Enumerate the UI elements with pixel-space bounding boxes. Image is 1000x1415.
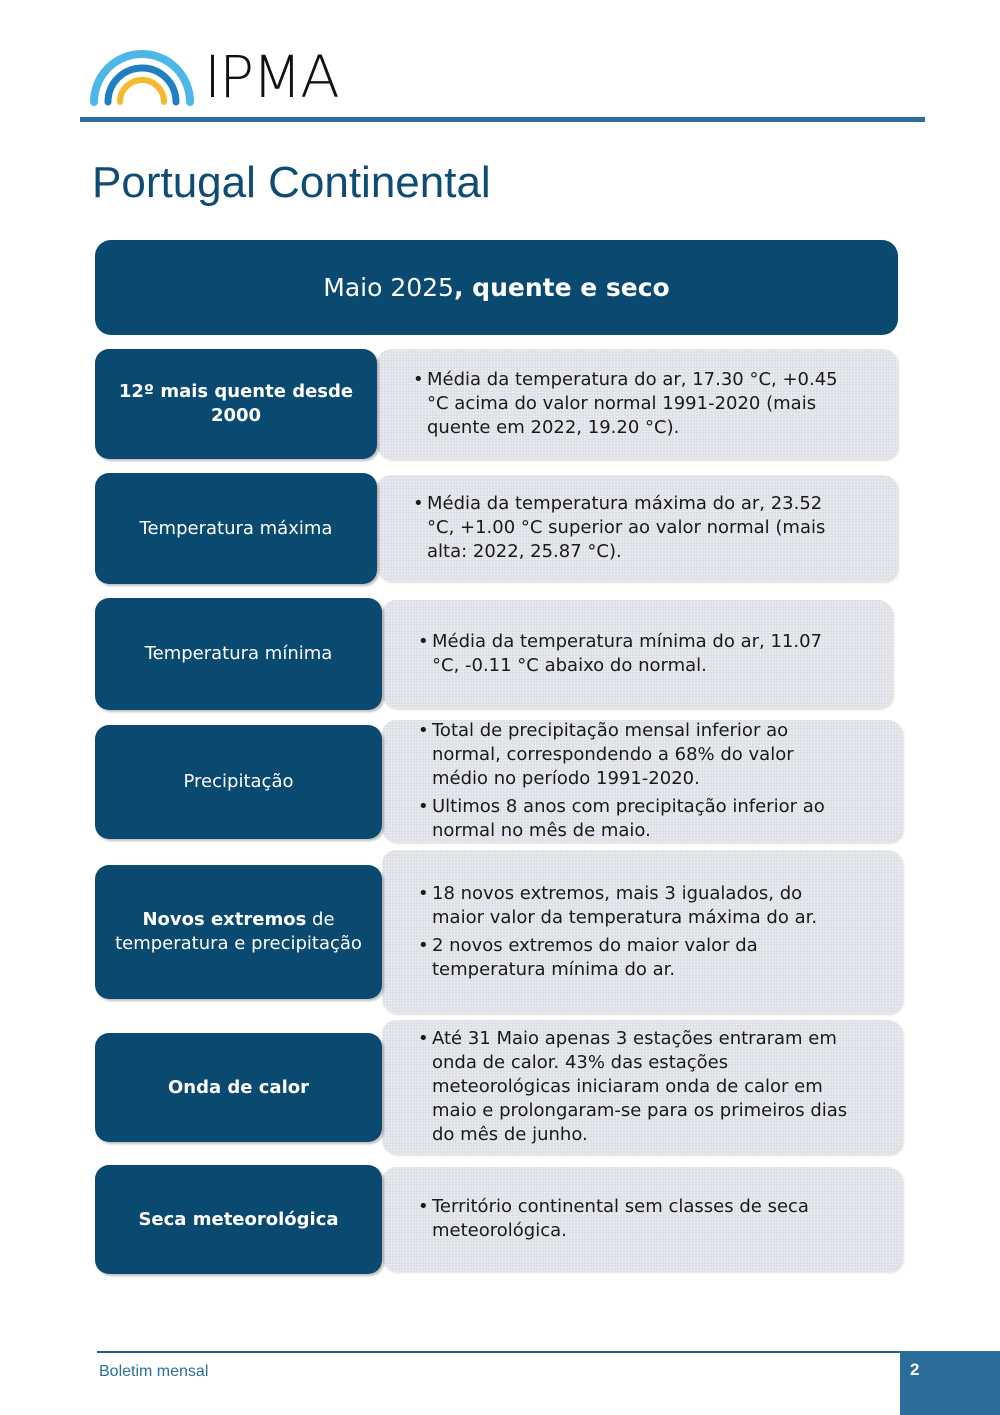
row-label-heat-wave (95, 1033, 382, 1142)
row-label-rest: de temperatura e precipitação (115, 909, 362, 954)
list-item: • 18 novos extremos, mais 3 igualados, do maior valor da temperatura máxima do ar. (418, 882, 818, 928)
page-number-box (900, 1351, 1000, 1415)
ipma-logo (88, 40, 358, 111)
row-content-min-temp (382, 600, 892, 708)
row-label-text: 12º mais quente desde 2000 (118, 381, 354, 426)
footer-divider (97, 1351, 905, 1353)
row-content-precipitation (382, 720, 902, 842)
page-title: Portugal Continental (92, 158, 491, 207)
row-content-drought (382, 1167, 902, 1271)
banner-month: Maio 2025 (323, 273, 454, 302)
list-item: • Média da temperatura mínima do ar, 11.07 °C, -0.11 °C abaixo do normal. (418, 631, 822, 676)
row-label-text: Onda de calor (167, 1076, 309, 1098)
row-label-bold: Novos extremos (142, 909, 307, 930)
row-label-min-temp (95, 598, 382, 710)
row-label-precipitation (95, 725, 382, 839)
header-divider (80, 117, 925, 122)
summary-banner (95, 240, 898, 335)
row-content-new-extremes (382, 850, 902, 1013)
row-label-text: Seca meteorológica (138, 1208, 339, 1230)
row-label-max-temp (95, 473, 377, 584)
banner-summary: , quente e seco (453, 273, 670, 302)
list-item: • Média da temperatura do ar, 17.30 °C, +0.45 °C acima do valor normal 1991-2020 (mais quente em 2022, 19.20 °C). (413, 369, 838, 438)
list-item: • Ultimos 8 anos com precipitação inferior ao normal no mês de maio. (418, 796, 825, 841)
row-content-warmest (377, 349, 897, 459)
row-label-warmest (95, 349, 377, 459)
row-content-max-temp (377, 475, 897, 581)
list-item: • Território continental sem classes de seca meteorológica. (418, 1196, 809, 1241)
list-item: • Até 31 Maio apenas 3 estações entraram em onda de calor. 43% das estações meteorológicas iniciaram onda de calor em maio e prolongaram-se para os primeiros dias do mês de junho. (418, 1028, 848, 1145)
row-label-new-extremes (95, 865, 382, 999)
page-number: 2 (910, 1360, 920, 1379)
list-item: • 2 novos extremos do maior valor da temperatura mínima do ar. (418, 934, 758, 980)
row-label-text: Precipitação (183, 771, 294, 792)
footer-title: Boletim mensal (99, 1363, 209, 1380)
list-item: • Total de precipitação mensal inferior ao normal, correspondendo a 68% do valor médio no período 1991-2020. (418, 720, 794, 789)
row-label-text: Temperatura mínima (144, 643, 333, 664)
list-item: • Média da temperatura máxima do ar, 23.52 °C, +1.00 °C superior ao valor normal (mais alta: 2022, 25.87 °C). (413, 493, 826, 562)
row-content-heat-wave (382, 1020, 902, 1154)
rainbow-arcs-icon (88, 46, 196, 106)
logo-text: IPMA (204, 43, 338, 111)
row-label-text: Temperatura máxima (139, 517, 333, 539)
row-label-drought (95, 1165, 382, 1274)
